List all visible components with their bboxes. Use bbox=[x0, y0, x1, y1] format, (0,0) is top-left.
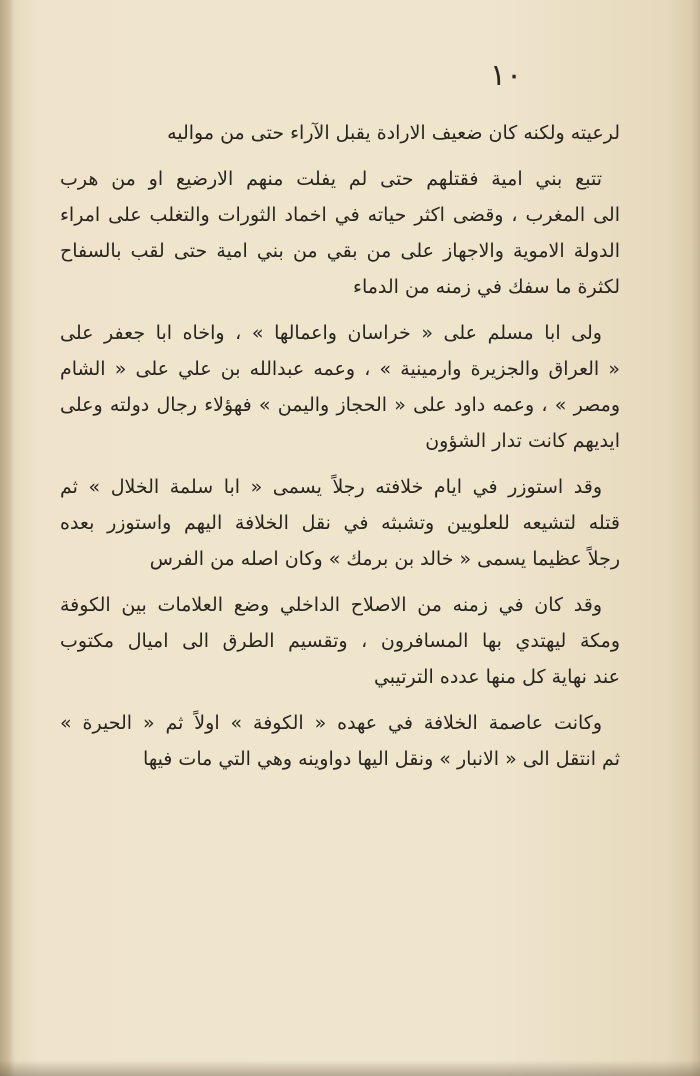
text-line: رجلاً عظيما يسمى « خالد بن برمك » وكان اصله من الفرس bbox=[149, 548, 620, 570]
text-line: وقد كان في زمنه من الاصلاح الداخلي وضع العلامات بين الكوفة bbox=[60, 594, 602, 616]
text-line: لرعيته ولكنه كان ضعيف الارادة يقبل الآراء حتى من مواليه bbox=[167, 122, 620, 144]
text-line: الدولة الاموية والاجهاز على من بقي من بني امية حتى لقب بالسفاح bbox=[60, 240, 620, 262]
body-text bbox=[60, 115, 620, 787]
paragraph-6 bbox=[60, 705, 620, 777]
text-line: تتبع بني امية فقتلهم حتى لم يفلت منهم الارضيع او من هرب bbox=[60, 168, 602, 190]
text-line: وقد استوزر في ايام خلافته رجلاً يسمى « ابا سلمة الخلال » ثم bbox=[60, 476, 602, 498]
page-bottom-shadow bbox=[0, 1060, 700, 1076]
text-line: الى المغرب ، وقضى اكثر حياته في اخماد الثورات والتغلب على امراء bbox=[60, 204, 620, 226]
text-line: ولى ابا مسلم على « خراسان واعمالها » ، واخاه ابا جعفر على bbox=[60, 322, 602, 344]
page-spine bbox=[0, 0, 14, 1076]
paragraph-1 bbox=[60, 115, 620, 151]
text-line: ثم انتقل الى « الانبار » ونقل اليها دواوينه وهي التي مات فيها bbox=[143, 748, 620, 770]
text-line: ومكة ليهتدي بها المسافرون ، وتقسيم الطرق الى اميال مكتوب bbox=[60, 630, 620, 652]
paragraph-2 bbox=[60, 161, 620, 305]
paragraph-3 bbox=[60, 315, 620, 459]
page-number: ١٠ bbox=[489, 58, 523, 93]
text-line: وكانت عاصمة الخلافة في عهده « الكوفة » اولاً ثم « الحيرة » bbox=[60, 712, 602, 734]
paragraph-5 bbox=[60, 587, 620, 695]
paragraph-4 bbox=[60, 469, 620, 577]
text-line: ايديهم كانت تدار الشؤون bbox=[425, 430, 620, 452]
text-line: لكثرة ما سفك في زمنه من الدماء bbox=[353, 276, 620, 298]
page-edge-shadow bbox=[690, 0, 700, 1076]
text-line: ومصر » ، وعمه داود على « الحجاز واليمن » فهؤلاء رجال دولته وعلى bbox=[60, 394, 620, 416]
text-line: عند نهاية كل منها عدده الترتيبي bbox=[373, 666, 620, 688]
text-line: « العراق والجزيرة وارمينية » ، وعمه عبدالله بن علي على « الشام bbox=[60, 358, 620, 380]
text-line: قتله لتشيعه للعلويين وتشبثه في نقل الخلافة اليهم واستوزر بعده bbox=[60, 512, 620, 534]
